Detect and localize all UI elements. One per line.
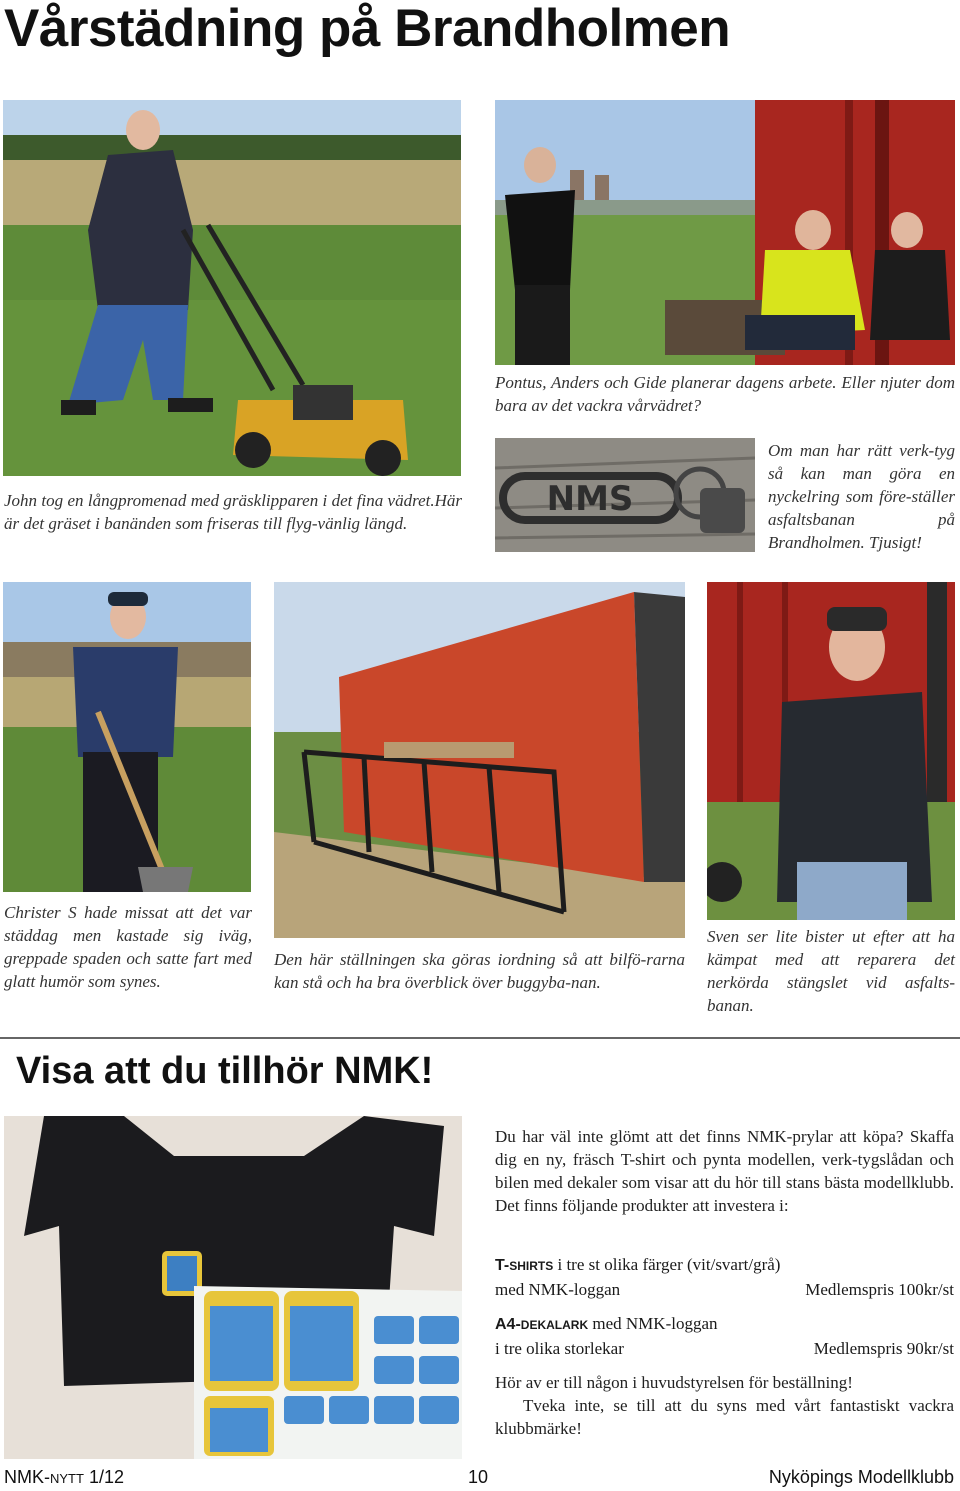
footer-club-name: Nyköpings Modellklubb <box>768 1467 954 1487</box>
footer-page-number: 10 <box>468 1467 489 1487</box>
nmk-outro-1: Hör av er till någon i huvudstyrelsen för beställning! <box>495 1373 853 1392</box>
caption-john: John tog en långpromenad med gräsklipparen i det fina vädret.Här är det gräset i banänden som friseras till flyg-vänlig längd. <box>4 491 462 533</box>
product-tshirts: T-SHIRTS i tre st olika färger (vit/svart/grå) med NMK-loggan Medlemspris 100kr/st <box>495 1255 954 1299</box>
section-divider <box>0 1037 960 1039</box>
caption-christer: Christer S hade missat att det var städdag men kastade sig iväg, greppade spaden och satte fart med glatt humör som synes. <box>4 903 252 991</box>
photo-tshirt-stickers <box>4 1116 462 1459</box>
page-title: Vårstädning på Brandholmen <box>4 0 731 58</box>
caption-pontus: Pontus, Anders och Gide planerar dagens arbete. Eller njuter dom bara av det vackra vårvädret? <box>495 373 955 415</box>
photo-keyring <box>495 438 755 552</box>
product-decals: A4-DEKALARK med NMK-loggan i tre olika storlekar Medlemspris 90kr/st <box>495 1314 954 1358</box>
product-tshirts-line2: med NMK-loggan <box>495 1280 621 1299</box>
photo-pontus-anders-gide <box>495 100 955 365</box>
caption-rack: Den här ställningen ska göras iordning så att bilfö-rarna kan stå och ha bra överblick över buggyba-nan. <box>274 950 685 992</box>
caption-keyring: Om man har rätt verk-tyg så kan man göra en nyckelring som före-ställer asfaltsbanan på Brandholmen. Tjusigt! <box>768 441 955 552</box>
product-tshirts-price: Medlemspris 100kr/st <box>805 1280 954 1299</box>
caption-sven: Sven ser lite bister ut efter att ha kämpat med att reparera det nerkörda stängslet vid asfalts-banan. <box>707 927 955 1015</box>
nmk-intro: Du har väl inte glömt att det finns NMK-prylar att köpa? Skaffa dig en ny, fräsch T-shirt och pynta modellen, verk-tygslådan och bilen med dekaler som visar att du hör till stans bästa modellklubb. Det finns följande produkter att investera i: <box>495 1127 954 1215</box>
photo-rack <box>274 582 685 938</box>
keyring-text: NMS <box>546 479 634 519</box>
product-decals-line2: i tre olika storlekar <box>495 1339 624 1358</box>
photo-john-mowing <box>3 100 461 476</box>
nmk-outro-2: Tveka inte, se till att du syns med vårt fantastiskt vackra klubbmärke! <box>495 1396 954 1438</box>
photo-christer <box>3 582 251 892</box>
nmk-heading: Visa att du tillhör NMK! <box>16 1050 434 1092</box>
photo-sven <box>707 582 955 920</box>
product-decals-price: Medlemspris 90kr/st <box>813 1339 954 1358</box>
footer-issue: NMK-NYTT 1/12 <box>4 1467 124 1487</box>
